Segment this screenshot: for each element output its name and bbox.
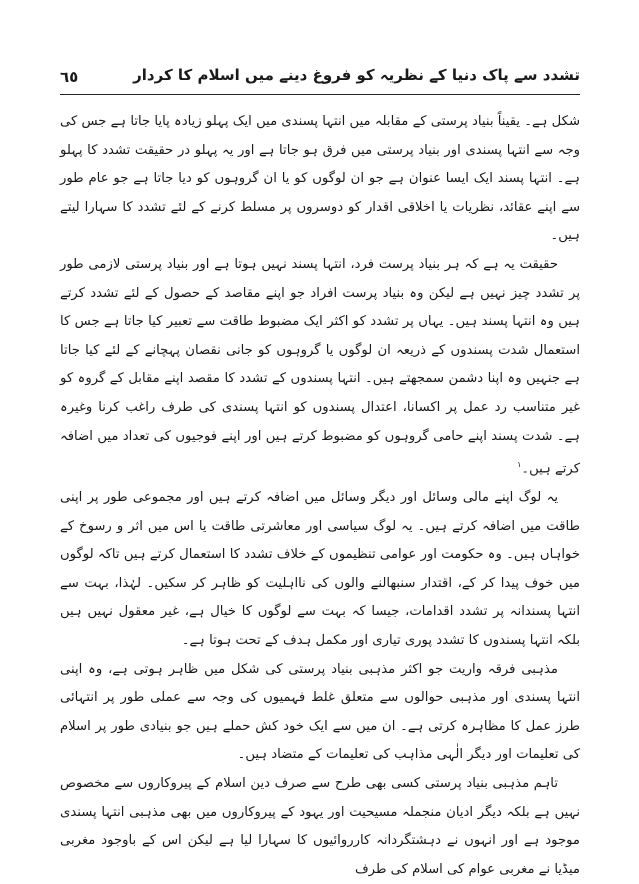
header-divider: [60, 94, 580, 95]
paragraph-5: تاہم مذہبی بنیاد پرستی کسی بھی طرح سے صرف دین اسلام کے پیروکاروں سے مخصوص نہیں ہے بلکہ دیگر ادیان منجملہ مسیحیت اور یہود کے پیروکاروں میں بھی مذہبی انتہا پسندی موجود ہے اور انہوں نے دہشتگردانہ کارروائیوں کا سہارا لیا ہے لیکن اس کے باوجود مغربی میڈیا نے مغربی عوام کی اسلام کی طرف: [60, 776, 580, 877]
body-text: [60, 108, 580, 884]
page-header: [60, 62, 580, 92]
paragraph-1: شکل ہے۔ یقیناً بنیاد پرستی کے مقابلہ میں انتہا پسندی میں ایک پہلو زیادہ پایا جاتا ہے جس کی وجہ سے انتہا پسندی اور بنیاد پرستی میں فرق ہو جاتا ہے اور یہ پہلو در حقیقت تشدد کا پہلو ہے۔ انتہا پسند ایک ایسا عنوان ہے جو ان لوگوں کو یا ان گروہوں کو دیا جاتا ہے جو عام طور سے اپنے عقائد، نظریات یا اخلاقی اقدار کو دوسروں پر مسلط کرنے کے لئے تشدد کا سہارا لیتے ہیں۔: [60, 114, 580, 244]
paragraph-3: یہ لوگ اپنے مالی وسائل اور دیگر وسائل میں اضافہ کرتے ہیں اور مجموعی طور پر اپنی طاقت میں اضافہ کرتے ہیں۔ یہ لوگ سیاسی اور معاشرتی طاقت یا اس میں اثر و رسوخ کے خواہاں ہیں۔ وہ حکومت اور عوامی تنظیموں کے خلاف تشدد کا استعمال کرتے ہیں تاکہ لوگوں میں خوف پیدا کر کے، اقتدار سنبھالنے والوں کی نااہلیت کو ظاہر کر سکیں۔ لہٰذا، بہت سے انتہا پسندانہ پر تشدد اقدامات، جیسا کہ بہت سے لوگوں کا خیال ہے، غیر معقول نہیں ہیں بلکہ انتہا پسندوں کا تشدد پوری تیاری اور مکمل ہدف کے تحت ہوتا ہے۔: [60, 490, 580, 649]
footnote-marker: ۱: [517, 460, 522, 470]
running-title: تشدد سے پاک دنیا کے نظریہ کو فروغ دینے میں اسلام کا کردار: [133, 66, 580, 84]
page-number: ٦٥: [60, 68, 79, 86]
paragraph-2: [60, 251, 580, 484]
paragraph-2-text: حقیقت یہ ہے کہ ہر بنیاد پرست فرد، انتہا پسند نہیں ہوتا ہے اور بنیاد پرستی لازمی طور پر تشدد چیز نہیں ہے لیکن وہ بنیاد پرست افراد جو اپنے مقاصد کے حصول کے لئے تشدد کرتے ہیں وہ انتہا پسند ہیں۔ یہاں پر تشدد کو اکثر ایک مضبوط طاقت سے تعبیر کیا جاتا ہے جس کا استعمال شدت پسندوں کے ذریعہ ان لوگوں یا گروہوں کو جانی نقصان پہچانے کے لئے کیا جاتا ہے جنہیں وہ اپنا دشمن سمجھتے ہیں۔ انتہا پسندوں کے تشدد کا مقصد اپنے مقابل کے گروہ کو غیر متناسب رد عمل پر اکسانا، اعتدال پسندوں کو انتہا پسندی کی طرف راغب کرنا وغیرہ ہے۔ شدت پسند اپنے حامی گروہوں کو مضبوط کرتے ہیں اور اپنے فوجیوں کی تعداد میں اضافہ کرتے ہیں۔: [60, 256, 580, 477]
paragraph-4: مذہبی فرقہ واریت جو اکثر مذہبی بنیاد پرستی کی شکل میں ظاہر ہوتی ہے، وہ اپنی انتہا پسندی اور مذہبی حوالوں سے متعلق غلط فہمیوں کی وجہ سے عملی طور پر انتہائی طرز عمل کا مظاہرہ کرتی ہے۔ ان میں سے ایک خود کش حملے ہیں جو بنیادی طور پر اسلام کی تعلیمات اور دیگر الٰہی مذاہب کی تعلیمات کے متضاد ہیں۔: [60, 661, 580, 763]
